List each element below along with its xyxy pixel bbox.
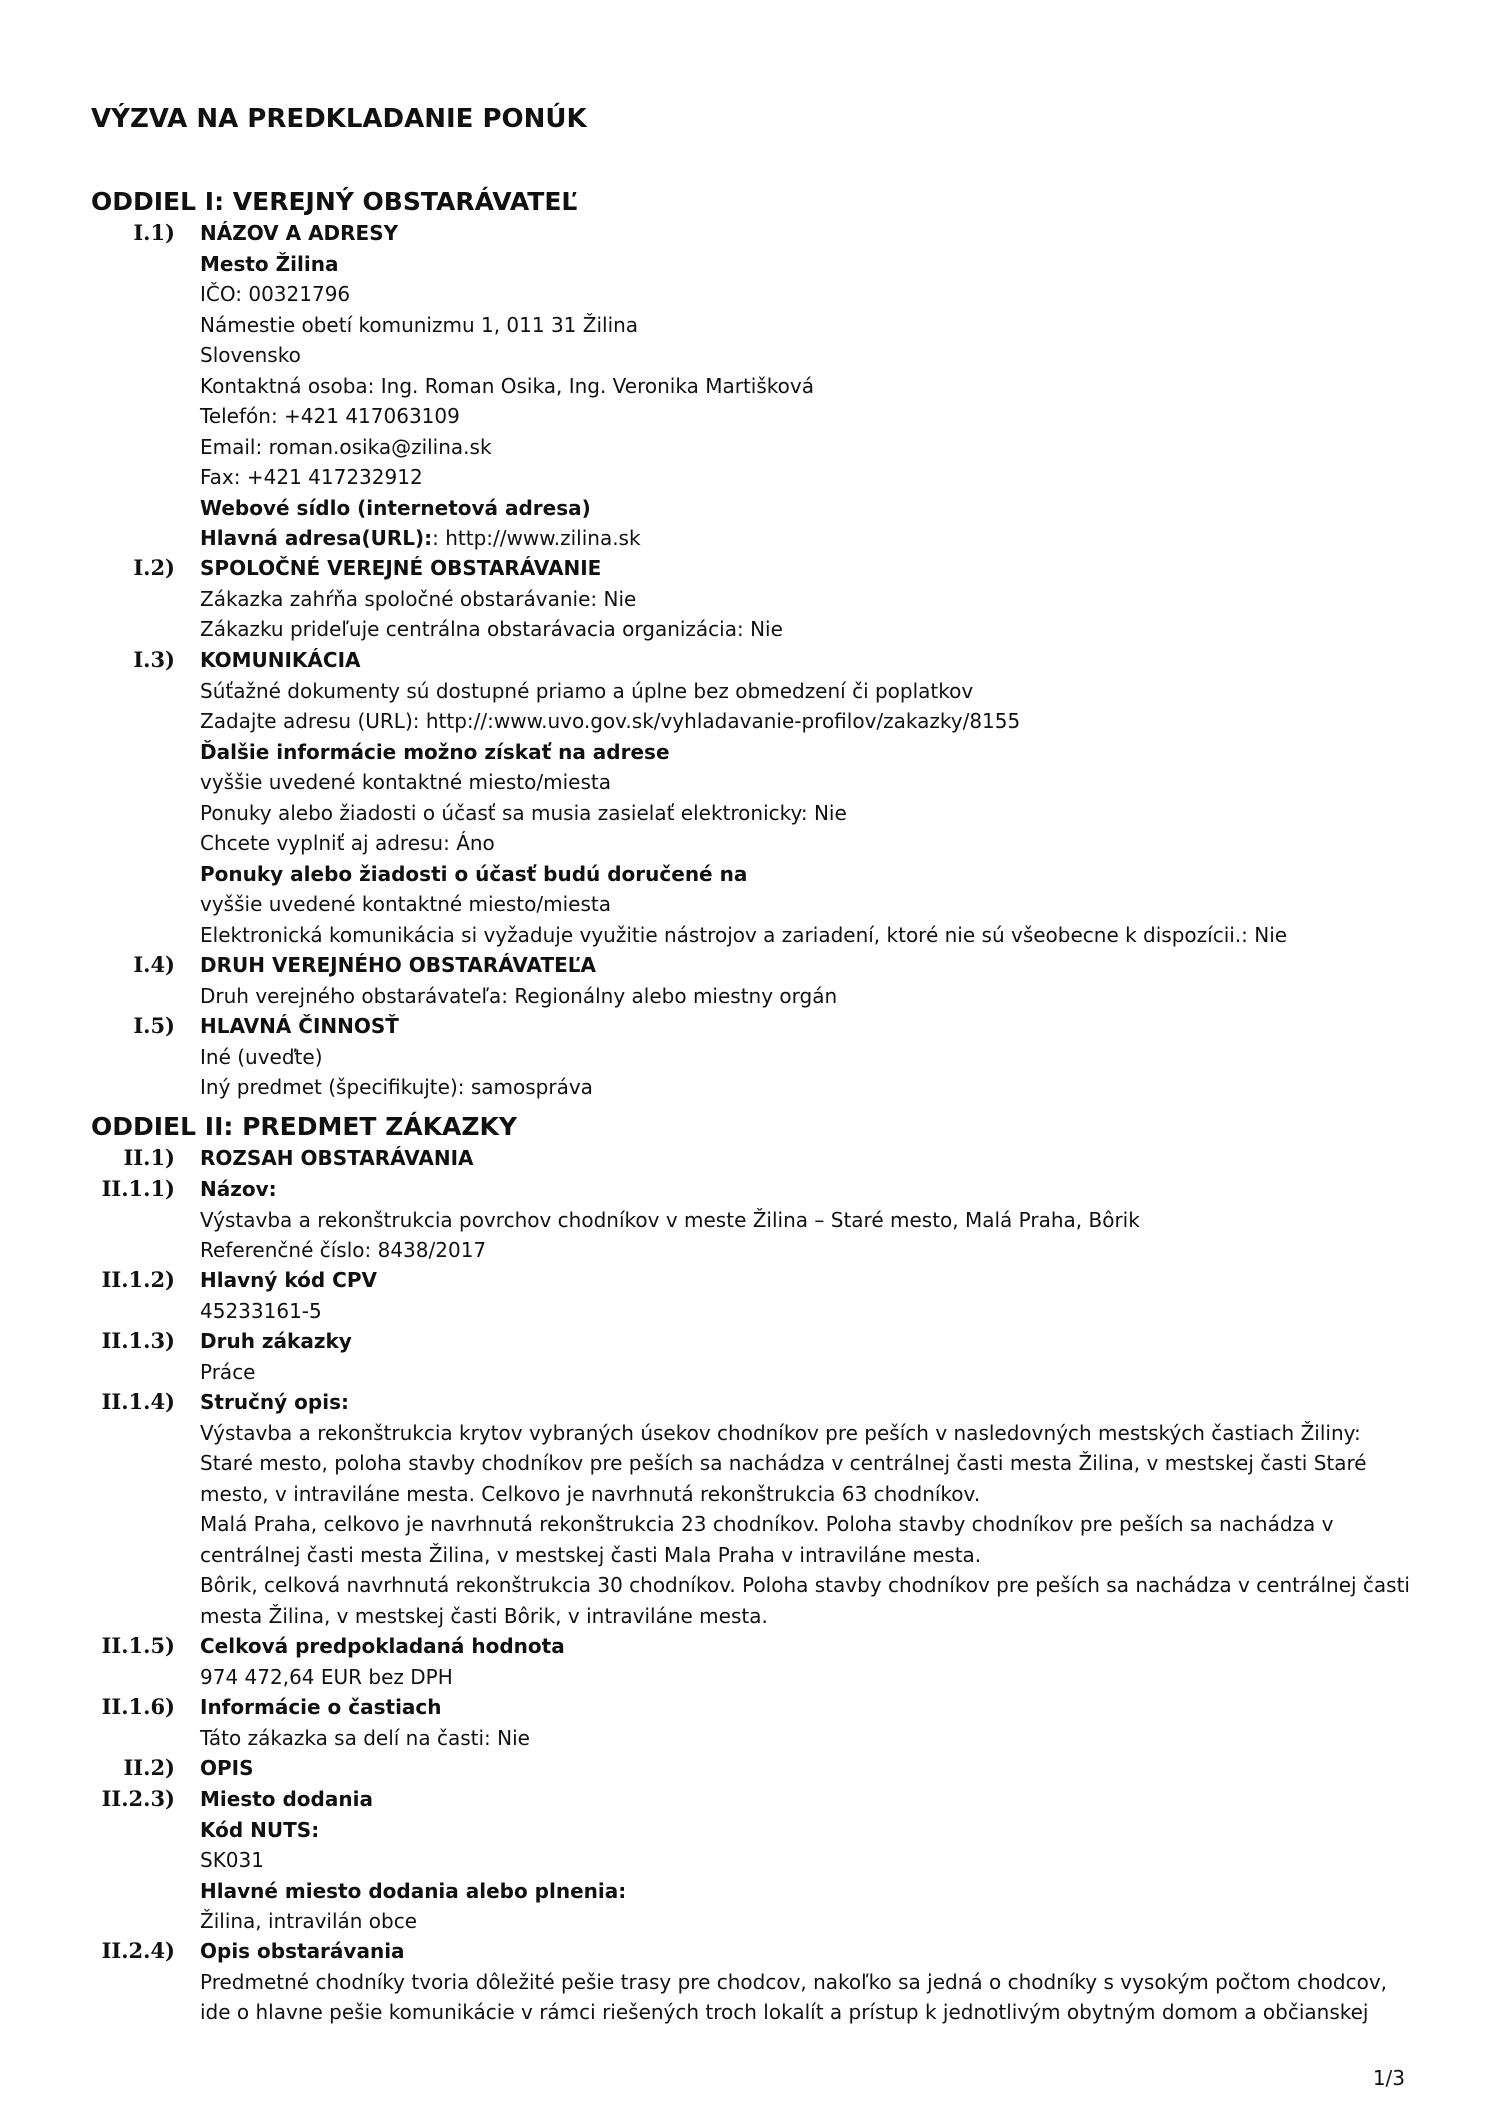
- item-heading: ROZSAH OBSTARÁVANIA: [200, 1146, 474, 1170]
- item-i1-nazov-a-adresy: [200, 218, 1400, 554]
- main-url-label: Hlavná adresa(URL):: [200, 526, 433, 550]
- page-number: 1/3: [1372, 2066, 1405, 2090]
- item-ii13-druh-zakazky: [200, 1326, 1400, 1387]
- text-line: Chcete vyplniť aj adresu: Áno: [200, 831, 495, 855]
- main-url-value: : http://www.zilina.sk: [432, 526, 641, 550]
- address-line: Námestie obetí komunizmu 1, 011 31 Žilina: [200, 312, 639, 337]
- item-heading: Celková predpokladaná hodnota: [200, 1634, 565, 1658]
- text-line: mesta Žilina, v mestskej časti Bôrik, v intraviláne mesta.: [200, 1603, 768, 1628]
- item-ii15-hodnota: [200, 1631, 1400, 1692]
- item-ii23-miesto-dodania: [200, 1784, 1400, 1937]
- item-i4-druh-obstaravatela: [200, 950, 1400, 1011]
- item-number-ii14: II.1.4): [101, 1389, 175, 1414]
- main-url-line: [200, 523, 1400, 554]
- item-number-ii23: II.2.3): [101, 1786, 175, 1811]
- item-number-ii13: II.1.3): [101, 1328, 175, 1353]
- document-title: VÝZVA NA PREDKLADANIE PONÚK: [91, 104, 587, 134]
- item-number-ii1: II.1): [123, 1145, 175, 1170]
- text-line: Žilina, intravilán obce: [200, 1909, 418, 1933]
- item-number-ii2: II.2): [123, 1755, 175, 1780]
- text-line: Výstavba a rekonštrukcia krytov vybraných úsekov chodníkov pre peších v nasledovných mestských častiach Žiliny:: [200, 1420, 1361, 1445]
- item-heading: Informácie o častiach: [200, 1695, 442, 1719]
- item-ii12-cpv: [200, 1265, 1400, 1326]
- text-line: Referenčné číslo: 8438/2017: [200, 1238, 487, 1262]
- item-number-i1: I.1): [133, 220, 175, 245]
- item-heading: Druh zákazky: [200, 1329, 352, 1353]
- item-heading: Miesto dodania: [200, 1787, 373, 1811]
- subheading: Hlavné miesto dodania alebo plnenia:: [200, 1878, 627, 1903]
- text-line: vyššie uvedené kontaktné miesto/miesta: [200, 770, 611, 794]
- text-line: Bôrik, celková navrhnutá rekonštrukcia 30 chodníkov. Poloha stavby chodníkov pre peších sa nachádza v centrálnej časti: [200, 1573, 1410, 1597]
- item-number-i4: I.4): [133, 952, 175, 977]
- text-line: Malá Praha, celkovo je navrhnutá rekonštrukcia 23 chodníkov. Poloha stavby chodníkov pre peších sa nachádza v: [200, 1512, 1334, 1536]
- text-line: Staré mesto, poloha stavby chodníkov pre peších sa nachádza v centrálnej časti mesta Žilina, v mestskej časti Staré: [200, 1451, 1367, 1475]
- text-line: Výstavba a rekonštrukcia povrchov chodníkov v meste Žilina – Staré mesto, Malá Praha, Bôrik: [200, 1207, 1140, 1232]
- item-ii14-strucny-opis: [200, 1387, 1410, 1631]
- item-heading: Hlavný kód CPV: [200, 1268, 377, 1292]
- email-line: Email: roman.osika@zilina.sk: [200, 434, 492, 459]
- item-number-ii11: II.1.1): [101, 1176, 175, 1201]
- text-line: Iné (uveďte): [200, 1044, 323, 1069]
- item-i5-hlavna-cinnost: [200, 1011, 1400, 1103]
- text-line: vyššie uvedené kontaktné miesto/miesta: [200, 892, 611, 916]
- item-heading: Opis obstarávania: [200, 1939, 405, 1963]
- item-number-ii15: II.1.5): [101, 1633, 175, 1658]
- contact-line: Kontaktná osoba: Ing. Roman Osika, Ing. Veronika Martišková: [200, 373, 814, 398]
- section-2-heading: ODDIEL II: PREDMET ZÁKAZKY: [91, 1112, 517, 1141]
- text-line: centrálnej časti mesta Žilina, v mestskej časti Mala Praha v intraviláne mesta.: [200, 1542, 982, 1567]
- item-i2-spolocne-obstaravanie: [200, 553, 1400, 645]
- item-number-i2: I.2): [133, 555, 175, 580]
- item-number-i5: I.5): [133, 1013, 175, 1038]
- text-line: Zákazku prideľuje centrálna obstarávacia organizácia: Nie: [200, 617, 783, 641]
- text-line: Elektronická komunikácia si vyžaduje využitie nástrojov a zariadení, ktoré nie sú všeobecne k dispozícii.: Nie: [200, 922, 1288, 947]
- text-line: 974 472,64 EUR bez DPH: [200, 1664, 453, 1689]
- web-heading: Webové sídlo (internetová adresa): [200, 495, 591, 520]
- country-line: Slovensko: [200, 343, 301, 367]
- subheading: Ponuky alebo žiadosti o účasť budú doručené na: [200, 861, 748, 886]
- item-heading: DRUH VEREJNÉHO OBSTARÁVATEĽA: [200, 953, 597, 977]
- subheading: Ďalšie informácie možno získať na adrese: [200, 739, 670, 764]
- item-ii1-rozsah: [200, 1143, 1400, 1174]
- phone-line: Telefón: +421 417063109: [200, 404, 460, 428]
- fax-line: Fax: +421 417232912: [200, 465, 423, 489]
- text-line: ide o hlavne pešie komunikácie v rámci riešených troch lokalít a prístup k jednotlivým obytným domom a občianskej: [200, 2000, 1369, 2024]
- item-heading: KOMUNIKÁCIA: [200, 648, 361, 672]
- subheading: Kód NUTS:: [200, 1817, 320, 1842]
- item-number-i3: I.3): [133, 647, 175, 672]
- item-number-ii16: II.1.6): [101, 1694, 175, 1719]
- text-line: Zadajte adresu (URL): http://:www.uvo.gov.sk/vyhladavanie-profilov/zakazky/8155: [200, 709, 1021, 733]
- text-line: mesto, v intraviláne mesta. Celkovo je navrhnutá rekonštrukcia 63 chodníkov.: [200, 1481, 981, 1506]
- item-ii16-casti: [200, 1692, 1400, 1753]
- item-heading: Stručný opis:: [200, 1390, 349, 1414]
- item-heading: HLAVNÁ ČINNOSŤ: [200, 1014, 399, 1038]
- text-line: Druh verejného obstarávateľa: Regionálny alebo miestny orgán: [200, 983, 838, 1008]
- item-ii24-opis-obstaravania: [200, 1936, 1400, 2028]
- text-line: Súťažné dokumenty sú dostupné priamo a úplne bez obmedzení či poplatkov: [200, 678, 974, 703]
- item-number-ii24: II.2.4): [101, 1938, 175, 1963]
- text-line: Táto zákazka sa delí na časti: Nie: [200, 1725, 530, 1750]
- text-line: Práce: [200, 1359, 256, 1384]
- ico-line: IČO: 00321796: [200, 282, 351, 306]
- item-ii11-nazov: [200, 1174, 1400, 1266]
- item-i3-komunikacia: [200, 645, 1400, 950]
- item-heading: SPOLOČNÉ VEREJNÉ OBSTARÁVANIE: [200, 556, 602, 580]
- text-line: SK031: [200, 1848, 264, 1872]
- section-1-heading: ODDIEL I: VEREJNÝ OBSTARÁVATEĽ: [91, 187, 578, 216]
- item-number-ii12: II.1.2): [101, 1267, 175, 1292]
- text-line: Iný predmet (špecifikujte): samospráva: [200, 1075, 593, 1099]
- text-line: 45233161-5: [200, 1298, 322, 1323]
- text-line: Ponuky alebo žiadosti o účasť sa musia zasielať elektronicky: Nie: [200, 800, 847, 825]
- item-heading: Názov:: [200, 1177, 277, 1201]
- item-ii2-opis: [200, 1753, 1400, 1784]
- text-line: Predmetné chodníky tvoria dôležité pešie trasy pre chodcov, nakoľko sa jedná o chodníky s vysokým počtom chodcov,: [200, 1969, 1388, 1994]
- item-heading: NÁZOV A ADRESY: [200, 221, 399, 245]
- text-line: Zákazka zahŕňa spoločné obstarávanie: Nie: [200, 586, 637, 611]
- item-heading: OPIS: [200, 1756, 254, 1780]
- authority-name: Mesto Žilina: [200, 251, 339, 276]
